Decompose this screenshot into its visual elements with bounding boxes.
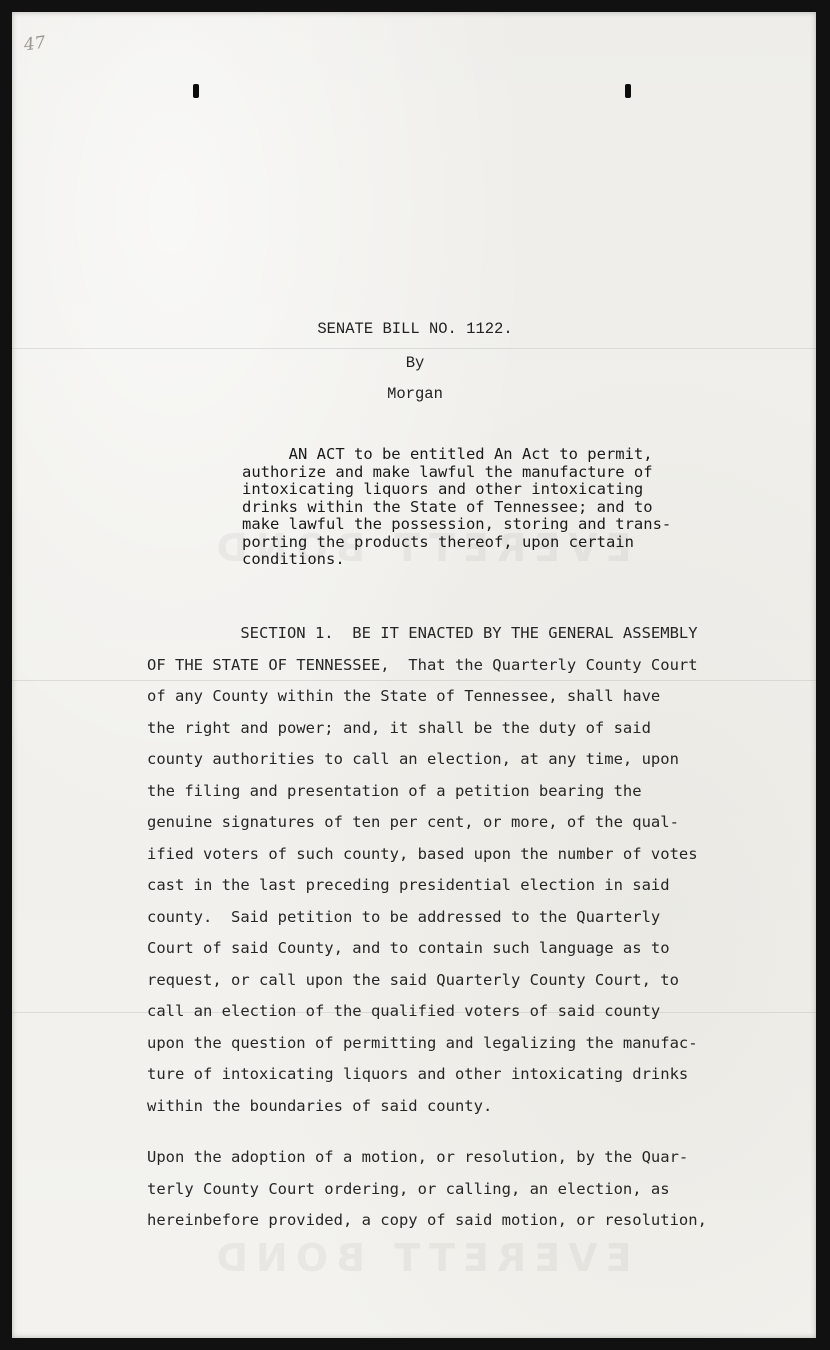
act-title: AN ACT to be entitled An Act to permit, authorize and make lawful the manufacture of intoxicating liquors and other intoxicating drinks within the State of Tennessee; and to make lawful the possession, storing and trans- porting the products thereof, upon certain conditions. bbox=[242, 445, 672, 568]
fold-line bbox=[12, 348, 816, 349]
paragraph-2-text: Upon the adoption of a motion, or resolution, by the Quar- terly County Court ordering, or calling, an election, as hereinbefore provided, a copy of said motion, or resolution, bbox=[147, 1148, 707, 1229]
sponsor-name: Morgan bbox=[387, 385, 443, 403]
bill-number: SENATE BILL NO. 1122. bbox=[317, 320, 513, 338]
watermark bbox=[140, 1236, 700, 1280]
by-label: By bbox=[405, 354, 425, 372]
page-number-handwritten: 47 bbox=[22, 32, 47, 56]
punch-hole bbox=[193, 84, 199, 98]
punch-hole bbox=[625, 84, 631, 98]
section-1-text: SECTION 1. BE IT ENACTED BY THE GENERAL ASSEMBLY OF THE STATE OF TENNESSEE, That the Quarterly County Court of any County within the State of Tennessee, shall have the right and power; and, it shall be the duty of said county authorities to call an election, at any time, upon the filing and presentation of a petition bearing the genuine signatures of ten per cent, or more, of the qual- ified voters of such county, based upon the number of votes cast in the last preceding presidential election in said county. Said petition to be addressed to the Quarterly Court of said County, and to contain such language as to request, or call upon the said Quarterly County Court, to call an election of the qualified voters of said county upon the question of permitting and legalizing the manufac- ture of intoxicating liquors and other intoxicating drinks within the boundaries of said county. bbox=[147, 624, 698, 1115]
